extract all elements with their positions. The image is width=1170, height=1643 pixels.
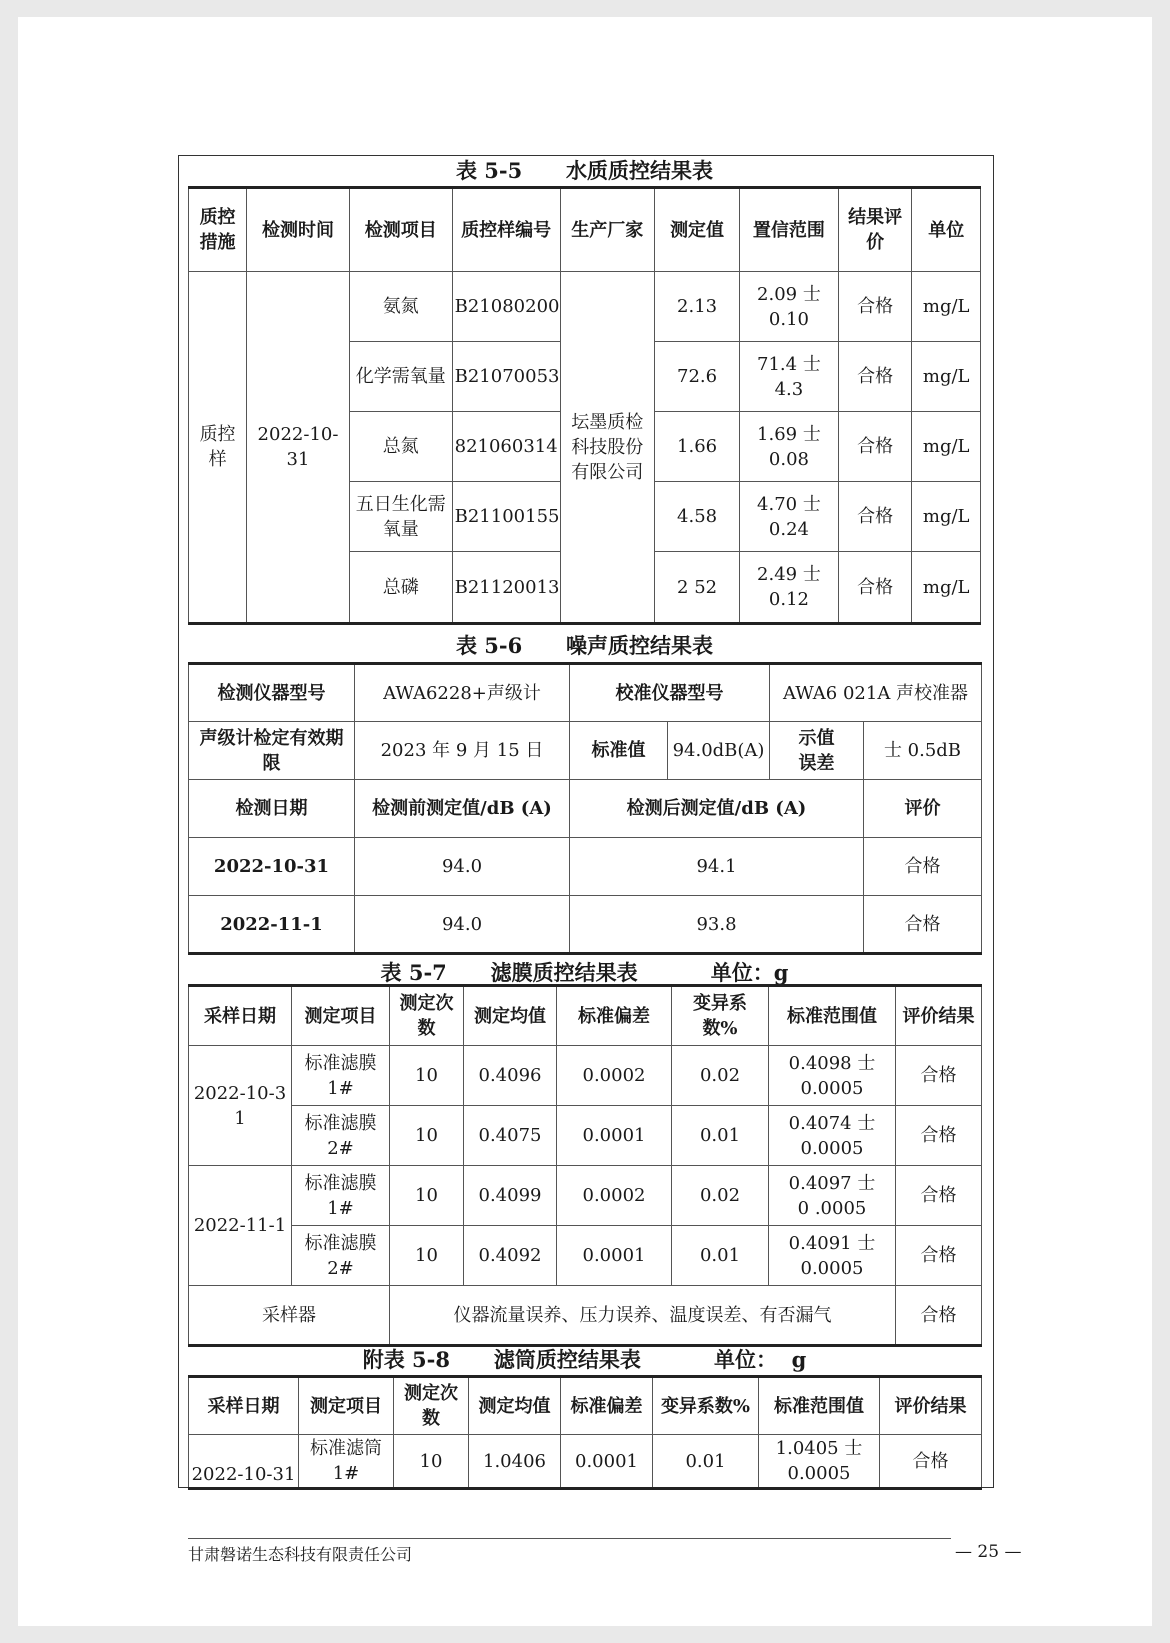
cartridge-qc-table [188, 1375, 982, 1490]
eval-cell: 合格 [896, 1106, 982, 1166]
header-cell: 测定值 [655, 188, 740, 272]
mean-cell: 0.4099 [464, 1166, 557, 1226]
table-header-row [189, 1377, 982, 1435]
cv-cell: 0.01 [653, 1435, 759, 1489]
instrument-value: AWA6228+声级计 [355, 664, 570, 722]
sd-cell: 0.0001 [557, 1106, 672, 1166]
table-row [189, 896, 982, 954]
table-row [189, 664, 982, 722]
item-cell: 标准滤筒 1# [299, 1435, 394, 1489]
qc-measure-cell: 质控 样 [189, 272, 247, 624]
valid-label: 声级计检定有效期 限 [189, 722, 355, 780]
table-header-row [189, 188, 981, 272]
value-cell: 2 52 [655, 552, 740, 624]
err-value: 士 0.5dB [864, 722, 982, 780]
calib-value: AWA6 021A 声校准器 [770, 664, 982, 722]
value-cell: 4.58 [655, 482, 740, 552]
after-cell: 93.8 [570, 896, 864, 954]
count-cell: 10 [390, 1226, 464, 1286]
range-cell: 0.4098 士 0.0005 [769, 1046, 896, 1106]
eval-cell: 合格 [838, 272, 912, 342]
valid-value: 2023 年 9 月 15 日 [355, 722, 570, 780]
table-5-7-caption: 表 5-7 滤膜质控结果表 单位：g [380, 960, 789, 985]
header-cell: 采样日期 [189, 986, 292, 1046]
count-cell: 10 [390, 1166, 464, 1226]
std-value: 94.0dB(A) [668, 722, 770, 780]
header-cell: 测定次 数 [390, 986, 464, 1046]
test-date-cell: 2022-10-31 [247, 272, 350, 624]
eval-cell: 合格 [896, 1226, 982, 1286]
range-cell: 1.69 士 0.08 [740, 412, 839, 482]
unit-cell: mg/L [912, 552, 981, 624]
range-cell: 71.4 士 4.3 [740, 342, 839, 412]
date-cell: 2022-11-1 [189, 1166, 292, 1286]
header-cell: 生产厂家 [560, 188, 654, 272]
eval-cell: 合格 [864, 896, 982, 954]
header-cell: 采样日期 [189, 1377, 299, 1435]
header-cell: 评价 [864, 780, 982, 838]
eval-cell: 合格 [838, 482, 912, 552]
err-label: 示值 误差 [770, 722, 864, 780]
after-cell: 94.1 [570, 838, 864, 896]
value-cell: 2.13 [655, 272, 740, 342]
table-5-6-caption: 表 5-6 噪声质控结果表 [455, 633, 714, 658]
mean-cell: 0.4075 [464, 1106, 557, 1166]
header-cell: 检测项目 [349, 188, 452, 272]
cv-cell: 0.02 [672, 1166, 769, 1226]
range-cell: 0.4091 士 0.0005 [769, 1226, 896, 1286]
header-cell: 结果评 价 [838, 188, 912, 272]
range-cell: 2.09 士 0.10 [740, 272, 839, 342]
header-cell: 标准偏差 [561, 1377, 653, 1435]
sd-cell: 0.0001 [561, 1435, 653, 1489]
eval-cell: 合格 [896, 1166, 982, 1226]
eval-cell: 合格 [838, 342, 912, 412]
header-cell: 检测后测定值/dB (A) [570, 780, 864, 838]
code-cell: B21070053 [452, 342, 560, 412]
sampler-desc: 仪器流量误养、压力误养、温度误差、有否漏气 [390, 1286, 896, 1346]
header-cell: 测定项目 [292, 986, 390, 1046]
sd-cell: 0.0001 [557, 1226, 672, 1286]
value-cell: 1.66 [655, 412, 740, 482]
header-cell: 检测前测定值/dB (A) [355, 780, 570, 838]
noise-qc-table [188, 662, 982, 955]
sampler-eval: 合格 [896, 1286, 982, 1346]
footer-divider [188, 1538, 951, 1539]
mean-cell: 0.4092 [464, 1226, 557, 1286]
eval-cell: 合格 [896, 1046, 982, 1106]
table-5-8-caption: 附表 5-8 滤筒质控结果表 单位： g [362, 1347, 807, 1372]
item-cell: 五日生化需 氧量 [349, 482, 452, 552]
before-cell: 94.0 [355, 838, 570, 896]
header-cell: 标准偏差 [557, 986, 672, 1046]
date-cell: 2022-11-1 [189, 896, 355, 954]
calib-label: 校准仪器型号 [570, 664, 770, 722]
item-cell: 标准滤膜 2# [292, 1226, 390, 1286]
eval-cell: 合格 [880, 1435, 982, 1489]
mean-cell: 0.4096 [464, 1046, 557, 1106]
unit-cell: mg/L [912, 272, 981, 342]
range-cell: 2.49 士 0.12 [740, 552, 839, 624]
footer-company: 甘肃磐诺生态科技有限责任公司 [188, 1545, 413, 1564]
count-cell: 10 [394, 1435, 469, 1489]
eval-cell: 合格 [838, 552, 912, 624]
table-5-5-caption: 表 5-5 水质质控结果表 [455, 158, 714, 183]
header-cell: 评价结果 [880, 1377, 982, 1435]
header-cell: 单位 [912, 188, 981, 272]
header-cell: 变异系数% [653, 1377, 759, 1435]
water-qc-table [188, 186, 981, 625]
code-cell: B21100155 [452, 482, 560, 552]
code-cell: 821060314 [452, 412, 560, 482]
unit-cell: mg/L [912, 412, 981, 482]
header-cell: 变异系 数% [672, 986, 769, 1046]
date-cell: 2022-10-3 1 [189, 1046, 292, 1166]
header-cell: 质控 措施 [189, 188, 247, 272]
table-header-row [189, 986, 982, 1046]
unit-cell: mg/L [912, 342, 981, 412]
eval-cell: 合格 [838, 412, 912, 482]
item-cell: 标准滤膜 1# [292, 1046, 390, 1106]
cv-cell: 0.02 [672, 1046, 769, 1106]
date-cell: 2022-10-31 [189, 838, 355, 896]
membrane-qc-table [188, 984, 982, 1347]
header-cell: 检测日期 [189, 780, 355, 838]
cv-cell: 0.01 [672, 1106, 769, 1166]
sd-cell: 0.0002 [557, 1046, 672, 1106]
code-cell: B21120013 [452, 552, 560, 624]
range-cell: 4.70 士 0.24 [740, 482, 839, 552]
mean-cell: 1.0406 [469, 1435, 561, 1489]
table-row [189, 1166, 982, 1226]
eval-cell: 合格 [864, 838, 982, 896]
table-header-row [189, 780, 982, 838]
page-number: — 25 — [955, 1542, 1022, 1562]
count-cell: 10 [390, 1046, 464, 1106]
table-row [189, 1435, 982, 1489]
item-cell: 总磷 [349, 552, 452, 624]
std-label: 标准值 [570, 722, 668, 780]
range-cell: 0.4097 士 0 .0005 [769, 1166, 896, 1226]
header-cell: 标准范围值 [759, 1377, 880, 1435]
value-cell: 72.6 [655, 342, 740, 412]
sd-cell: 0.0002 [557, 1166, 672, 1226]
table-row [189, 272, 981, 342]
header-cell: 质控样编号 [452, 188, 560, 272]
item-cell: 化学需氧量 [349, 342, 452, 412]
item-cell: 总氮 [349, 412, 452, 482]
table-row [189, 838, 982, 896]
range-cell: 0.4074 士 0.0005 [769, 1106, 896, 1166]
date-cell: 2022-10-31 [189, 1435, 299, 1489]
table-row [189, 1046, 982, 1106]
instrument-label: 检测仪器型号 [189, 664, 355, 722]
sampler-label: 采样器 [189, 1286, 390, 1346]
header-cell: 测定项目 [299, 1377, 394, 1435]
before-cell: 94.0 [355, 896, 570, 954]
header-cell: 测定均值 [469, 1377, 561, 1435]
header-cell: 标准范围值 [769, 986, 896, 1046]
table-row [189, 1286, 982, 1346]
item-cell: 标准滤膜 2# [292, 1106, 390, 1166]
table-row [189, 722, 982, 780]
item-cell: 氨氮 [349, 272, 452, 342]
cv-cell: 0.01 [672, 1226, 769, 1286]
maker-cell: 坛墨质检 科技股份 有限公司 [560, 272, 654, 624]
table-row [189, 1106, 982, 1166]
count-cell: 10 [390, 1106, 464, 1166]
table-row [189, 1226, 982, 1286]
header-cell: 测定均值 [464, 986, 557, 1046]
header-cell: 检测时间 [247, 188, 350, 272]
header-cell: 置信范围 [740, 188, 839, 272]
header-cell: 测定次 数 [394, 1377, 469, 1435]
header-cell: 评价结果 [896, 986, 982, 1046]
item-cell: 标准滤膜 1# [292, 1166, 390, 1226]
range-cell: 1.0405 士 0.0005 [759, 1435, 880, 1489]
code-cell: B21080200 [452, 272, 560, 342]
unit-cell: mg/L [912, 482, 981, 552]
